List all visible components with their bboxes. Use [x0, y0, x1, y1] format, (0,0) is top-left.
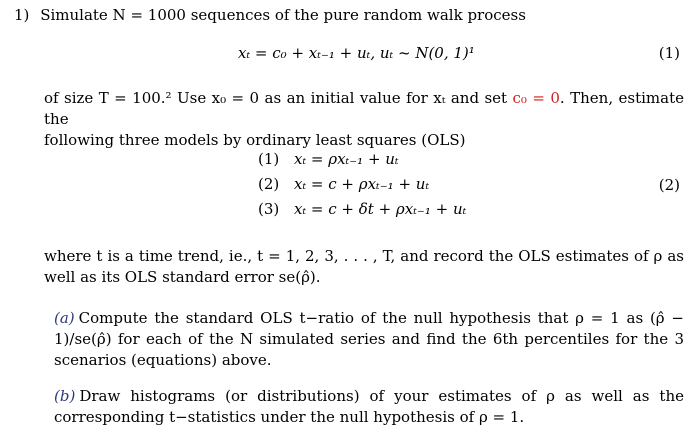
- model-number: (3): [258, 200, 280, 218]
- equation-1: xₜ = c₀ + xₜ₋₁ + uₜ, uₜ ~ N(0, 1)¹: [238, 44, 475, 62]
- model-equation: xₜ = c + δt + ρxₜ₋₁ + uₜ: [294, 200, 467, 218]
- question-number: 1): [14, 6, 30, 24]
- models-intro: following three models by ordinary least squares (OLS): [44, 131, 466, 149]
- part-b: [54, 386, 684, 428]
- size-line-a: of size T = 100.² Use x₀ = 0 as an initial value for xₜ and set: [44, 89, 513, 107]
- equation-1-number: (1): [658, 44, 680, 62]
- part-b-text: Draw histograms (or distributions) of your estimates of ρ as well as the corresponding t−statistics under the null hypothesis of ρ = 1.: [54, 387, 684, 426]
- question-header: [14, 6, 526, 24]
- models-system: [258, 150, 508, 230]
- model-row-1: [258, 150, 399, 168]
- model-number: (2): [258, 175, 280, 193]
- model-row-2: [258, 175, 429, 193]
- model-number: (1): [258, 150, 280, 168]
- part-a: [54, 308, 684, 371]
- c0-highlight: c₀ = 0: [512, 89, 560, 107]
- question-intro: Simulate N = 1000 sequences of the pure random walk process: [40, 6, 526, 24]
- model-row-3: [258, 200, 466, 218]
- where-paragraph: where t is a time trend, ie., t = 1, 2, 3, . . . , T, and record the OLS estimates of ρ as well as its OLS standard error se(ρ̂).: [44, 247, 684, 286]
- part-a-text: Compute the standard OLS t−ratio of the null hypothesis that ρ = 1 as (ρ̂ − 1)/se(ρ̂) for each of the N simulated series and find the 6th percentiles for the 3 scenarios (equations) above.: [54, 309, 684, 369]
- part-a-label: (a): [54, 309, 75, 327]
- model-equation: xₜ = ρxₜ₋₁ + uₜ: [294, 150, 399, 168]
- model-equation: xₜ = c + ρxₜ₋₁ + uₜ: [294, 175, 430, 193]
- equation-2-number: (2): [658, 176, 680, 194]
- size-paragraph: [44, 88, 684, 151]
- size-line-b: . Then, estimate the: [44, 89, 684, 128]
- part-b-label: (b): [54, 387, 76, 405]
